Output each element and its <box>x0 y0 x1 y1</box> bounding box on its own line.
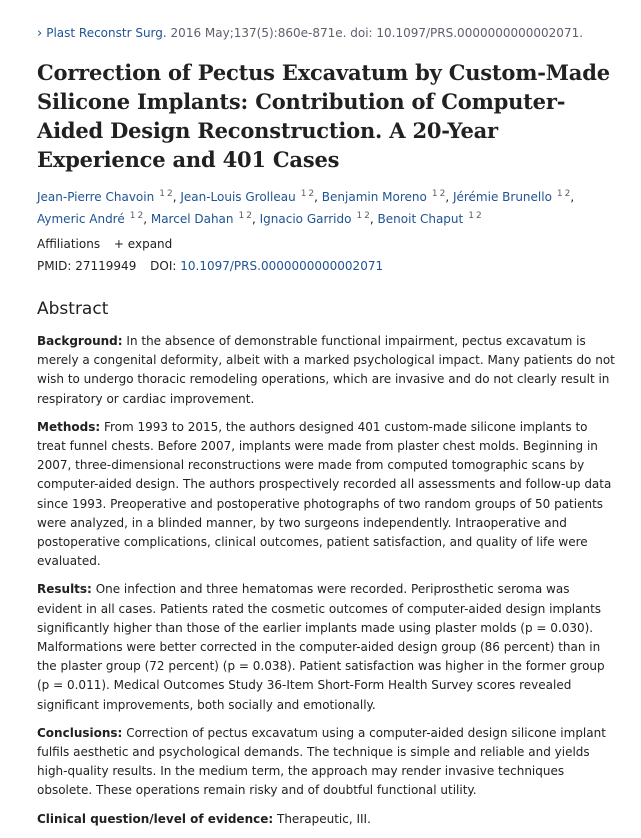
section-label: Background: <box>37 334 123 348</box>
author-separator: , <box>570 190 575 204</box>
affiliation-ref[interactable]: 1 <box>556 189 563 199</box>
section-text: One infection and three hematomas were recorded. Periprosthetic seroma was evident in all cases. Patients rated the cosmetic outcomes of computer-aided design implants significantly higher than those of the earlier implants made using plaster molds (p = 0.030). Malformations were better corrected in the computer-aided design group (86 percent) than in the plaster group (72 percent) (p = 0.038). Patient satisfaction was higher in the former group (p = 0.011). Medical Outcomes Study 36-Item Short-Form Health Survey scores revealed significant improvements, both socially and emotionally. <box>37 582 605 712</box>
section-label: Results: <box>37 582 92 597</box>
affiliation-ref[interactable]: 2 <box>308 189 315 199</box>
author-link[interactable] <box>37 212 143 226</box>
article-title: Correction of Pectus Excavatum by Custom-Made Silicone Implants: Contribution of Computer-Aided Design Reconstruction. A 20-Year Experience and 401 Cases <box>37 60 610 172</box>
author-separator: , <box>445 190 453 204</box>
pmid-value: 27119949 <box>75 259 137 273</box>
affiliation-refs[interactable] <box>354 211 369 221</box>
author-link[interactable] <box>378 212 482 226</box>
abstract-section <box>37 580 615 714</box>
abstract-section <box>37 810 615 829</box>
author-link[interactable] <box>37 190 173 204</box>
author-name[interactable]: Aymeric André <box>37 212 125 226</box>
section-text: Correction of pectus excavatum using a computer-aided design silicone implant fulfils aesthetic and psychological demands. The technique is simple and reliable and yields high-quality results. In the medium term, the approach may render invasive techniques obsolete. These operations remain risky and of doubtful functional utility. <box>37 725 606 798</box>
affiliation-ref[interactable]: 2 <box>475 211 482 221</box>
author-link[interactable] <box>453 190 570 204</box>
doi-link[interactable]: 10.1097/PRS.0000000000002071 <box>180 259 384 273</box>
affiliation-refs[interactable] <box>466 211 481 221</box>
affiliation-ref[interactable]: 2 <box>439 189 446 199</box>
affiliations-row <box>37 237 172 251</box>
section-text: Therapeutic, III. <box>277 811 371 826</box>
section-label: Methods: <box>37 419 101 434</box>
author-name[interactable]: Jean-Pierre Chavoin <box>37 190 155 204</box>
author-name[interactable]: Jean-Louis Grolleau <box>180 190 296 204</box>
affiliation-refs[interactable] <box>430 189 445 199</box>
section-label: Clinical question/level of evidence: <box>37 811 274 826</box>
section-text: From 1993 to 2015, the authors designed 401 custom-made silicone implants to treat funnel chests. Before 2007, implants were made from plaster chest molds. Beginning in 2007, three-dimensional reconstructions were made from computed tomographic scans by computer-aided design. The authors prospectively recorded all assessments and follow-up data since 1993. Preoperative and postoperative photographs of two random groups of 50 patients were analyzed, in a blinded manner, by two surgeons independently. Intraoperative and postoperative complications, clinical outcomes, patient satisfaction, and quality of life were evaluated. <box>37 419 612 569</box>
affiliation-ref[interactable]: 1 <box>238 211 245 221</box>
affiliation-ref[interactable]: 1 <box>431 189 438 199</box>
chevron-right-icon: › <box>37 26 43 41</box>
affiliation-ref[interactable]: 1 <box>300 189 307 199</box>
abstract-body <box>37 332 615 838</box>
author-separator: , <box>172 190 181 204</box>
citation-line <box>37 26 583 41</box>
affiliation-refs[interactable] <box>157 189 172 199</box>
author-list <box>37 185 617 229</box>
author-separator: , <box>251 212 260 226</box>
affiliation-ref[interactable]: 2 <box>166 189 173 199</box>
author-separator: , <box>369 212 378 226</box>
affiliation-ref[interactable]: 2 <box>364 211 370 221</box>
affiliation-refs[interactable] <box>299 189 314 199</box>
affiliation-refs[interactable] <box>128 211 143 221</box>
affiliation-ref[interactable]: 1 <box>129 211 136 221</box>
section-text: In the absence of demonstrable functional impairment, pectus excavatum is merely a congenital deformity, albeit with a marked psychological impact. Many patients do not wish to undergo thoracic remodeling operations, which are invasive and do not clearly result in respiratory or cardiac improvement. <box>37 334 615 406</box>
author-name[interactable]: Jérémie Brunello <box>452 190 552 204</box>
pmid-label: PMID: <box>37 259 72 273</box>
abstract-section <box>37 332 615 409</box>
author-name[interactable]: Benjamin Moreno <box>321 190 427 204</box>
abstract-section <box>37 418 615 572</box>
author-link[interactable] <box>180 190 314 204</box>
author-name[interactable]: Marcel Dahan <box>150 212 234 226</box>
abstract-heading: Abstract <box>37 299 109 319</box>
abstract-section <box>37 724 615 801</box>
author-name[interactable]: Benoit Chaput <box>377 212 464 226</box>
expand-button[interactable]: expand <box>127 237 173 251</box>
affiliation-ref[interactable]: 1 <box>468 211 474 221</box>
affiliation-ref[interactable]: 2 <box>246 211 252 221</box>
identifiers-row <box>37 259 383 273</box>
journal-link[interactable]: Plast Reconstr Surg. <box>46 26 167 40</box>
affiliations-label: Affiliations <box>37 237 101 251</box>
author-separator: , <box>314 190 322 204</box>
author-separator: , <box>143 212 151 226</box>
citation-details: 2016 May;137(5):860e-871e. doi: 10.1097/PRS.0000000000002071. <box>170 26 584 40</box>
author-name[interactable]: Ignacio Garrido <box>259 212 352 226</box>
affiliation-ref[interactable]: 2 <box>564 189 571 199</box>
affiliation-refs[interactable] <box>237 211 252 221</box>
expand-icon[interactable]: + <box>113 237 124 251</box>
doi-label: DOI: <box>150 259 177 273</box>
author-link[interactable] <box>322 190 446 204</box>
affiliation-refs[interactable] <box>555 189 570 199</box>
affiliation-ref[interactable]: 1 <box>356 211 363 221</box>
affiliation-ref[interactable]: 2 <box>137 211 144 221</box>
author-link[interactable] <box>151 212 252 226</box>
author-link[interactable] <box>260 212 370 226</box>
affiliation-ref[interactable]: 1 <box>159 189 165 199</box>
section-label: Conclusions: <box>37 725 123 740</box>
